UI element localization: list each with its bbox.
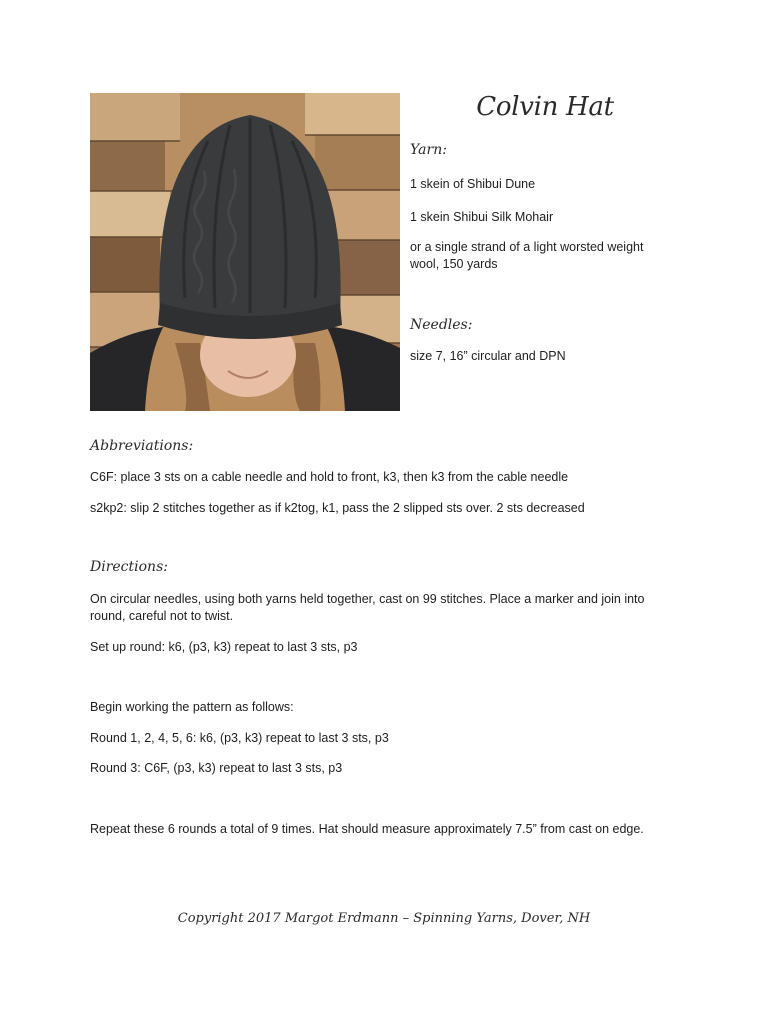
directions-begin: Begin working the pattern as follows: (90, 700, 294, 714)
copyright-footer: Copyright 2017 Margot Erdmann – Spinning Yarns, Dover, NH (177, 911, 591, 926)
directions-round-3: Round 3: C6F, (p3, k3) repeat to last 3 sts, p3 (90, 761, 343, 775)
yarn-item-3: or a single strand of a light worsted weight wool, 150 yards (410, 240, 644, 271)
pattern-title: Colvin Hat (476, 92, 614, 122)
hat-photo-illustration (90, 93, 400, 411)
yarn-heading-text: Yarn (410, 142, 443, 158)
yarn-item-2: 1 skein Shibui Silk Mohair (410, 210, 554, 224)
directions-repeat: Repeat these 6 rounds a total of 9 times. Hat should measure approximately 7.5” from cast on edge. (90, 822, 644, 836)
needles-heading-text: Needles (410, 317, 468, 333)
directions-cast-on: On circular needles, using both yarns held together, cast on 99 stitches. Place a marker and join into round, careful not to twist. (90, 592, 645, 623)
needles-item-1: size 7, 16” circular and DPN (410, 349, 566, 363)
directions-setup-round: Set up round: k6, (p3, k3) repeat to last 3 sts, p3 (90, 640, 358, 654)
abbreviations-heading-text: Abbreviations (90, 438, 189, 454)
hat-photo (90, 93, 400, 411)
directions-heading-text: Directions (90, 559, 164, 575)
yarn-item-1: 1 skein of Shibui Dune (410, 177, 536, 191)
abbreviation-s2kp2: s2kp2: slip 2 stitches together as if k2tog, k1, pass the 2 slipped sts over. 2 sts decreased (90, 501, 585, 515)
abbreviations-heading: Abbreviations: (90, 438, 194, 454)
yarn-heading: Yarn: (410, 142, 447, 158)
abbreviation-c6f: C6F: place 3 sts on a cable needle and hold to front, k3, then k3 from the cable needle (90, 470, 569, 484)
directions-heading: Directions: (90, 559, 168, 575)
directions-round-1: Round 1, 2, 4, 5, 6: k6, (p3, k3) repeat to last 3 sts, p3 (90, 731, 389, 745)
needles-heading: Needles: (410, 317, 473, 333)
